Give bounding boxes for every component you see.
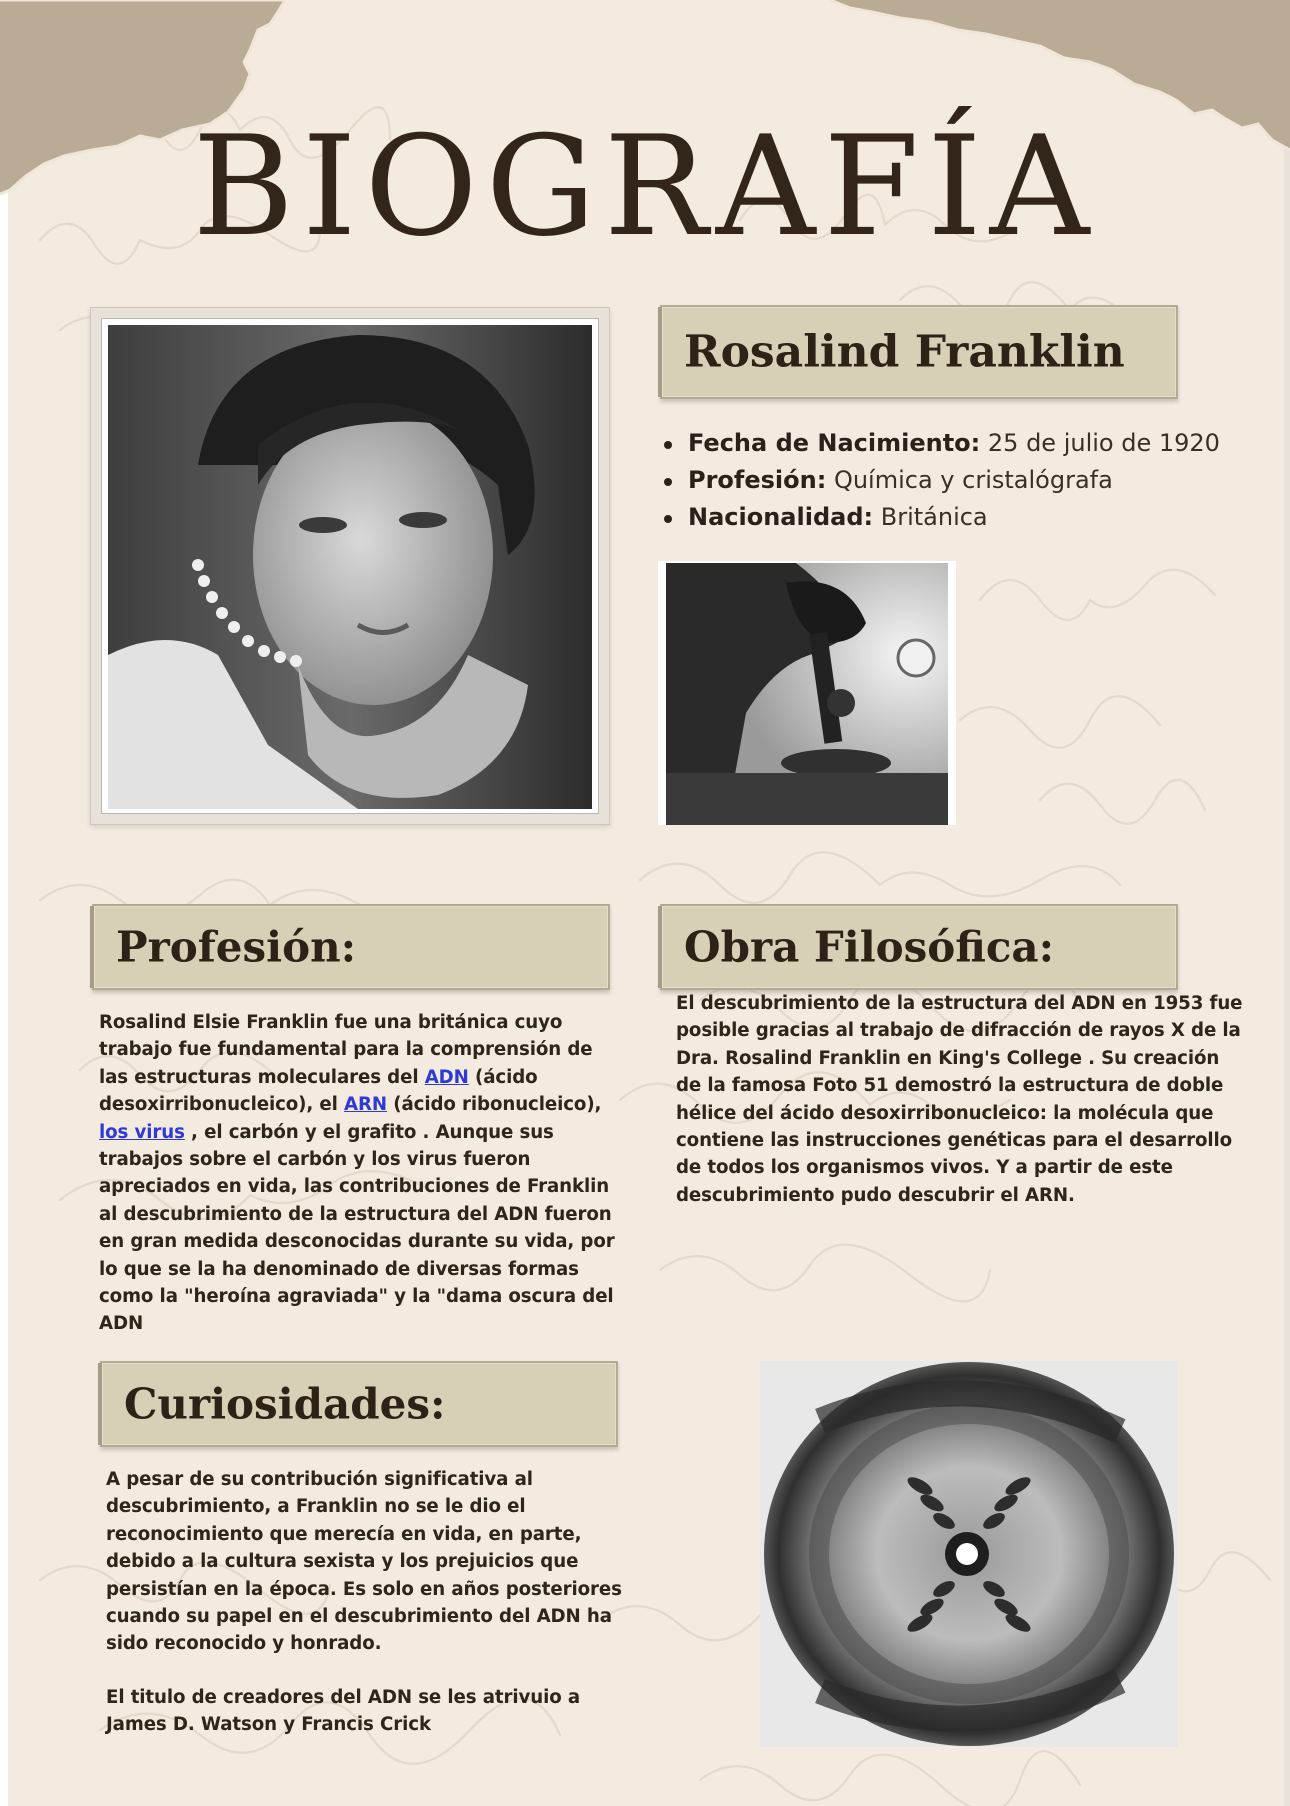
name-banner xyxy=(660,305,1178,399)
obra-banner xyxy=(660,904,1178,990)
profesion-text: Rosalind Elsie Franklin fue una británica cuyo trabajo fue fundamental para la comprensión de las estructuras moleculares del ADN (ácido desoxirribonucleico), el ARN (ácido ribonucleico), los virus , el carbón y el grafito . Aunque sus trabajos sobre el carbón y los virus fueron apreciados en vida, las contribuciones de Franklin al descubrimiento de la estructura del ADN fueron en gran medida desconocidas durante su vida, por lo que se la ha denominado de diversas formas como la "heroína agraviada" y la "dama oscura del ADN xyxy=(99,1012,615,1335)
profesion-heading: Profesión: xyxy=(116,922,357,972)
obra-heading: Obra Filosófica: xyxy=(684,922,1055,972)
facts-list xyxy=(660,425,1220,536)
curiosidades-paragraph-1: A pesar de su contribución significativa al descubrimiento, a Franklin no se le dio el reconocimiento que merecía en vida, en parte, debido a la cultura sexista y los prejuicios que persistían en la época. Es solo en años posteriores cuando su papel en el descubrimiento del ADN ha sido reconocido y honrado. xyxy=(106,1469,622,1655)
profesion-banner xyxy=(92,904,610,990)
curiosidades-text xyxy=(106,1466,626,1739)
portrait-photo xyxy=(101,318,599,814)
microscope-photo xyxy=(658,561,956,825)
person-name: Rosalind Franklin xyxy=(684,326,1125,378)
photo-51-xray-image xyxy=(760,1361,1178,1747)
fact-birth-date: Fecha de Nacimiento: 25 de julio de 1920 xyxy=(660,425,1220,462)
fact-profession: Profesión: Química y cristalógrafa xyxy=(660,462,1220,499)
obra-text: El descubrimiento de la estructura del ADN en 1953 fue posible gracias al trabajo de difracción de rayos X de la Dra. Rosalind Franklin en King's College . Su creación de la famosa Foto 51 demostró la estructura de doble hélice del ácido desoxirribonucleico: la molécula que contiene las instrucciones genéticas para el desarrollo de todos los organismos vivos. Y a partir de este descubrimiento pudo descubrir el ARN. xyxy=(676,993,1243,1206)
curiosidades-heading: Curiosidades: xyxy=(124,1379,446,1429)
virus-link[interactable]: los virus xyxy=(99,1121,185,1143)
fact-nationality: Nacionalidad: Británica xyxy=(660,499,1220,536)
page-title: BIOGRAFÍA xyxy=(192,106,1098,267)
curiosidades-paragraph-2: El titulo de creadores del ADN se les atrivuio a James D. Watson y Francis Crick xyxy=(106,1686,581,1736)
curiosidades-banner xyxy=(100,1361,618,1447)
arn-link[interactable]: ARN xyxy=(344,1094,388,1116)
portrait-frame xyxy=(90,307,610,825)
adn-link[interactable]: ADN xyxy=(424,1066,469,1088)
